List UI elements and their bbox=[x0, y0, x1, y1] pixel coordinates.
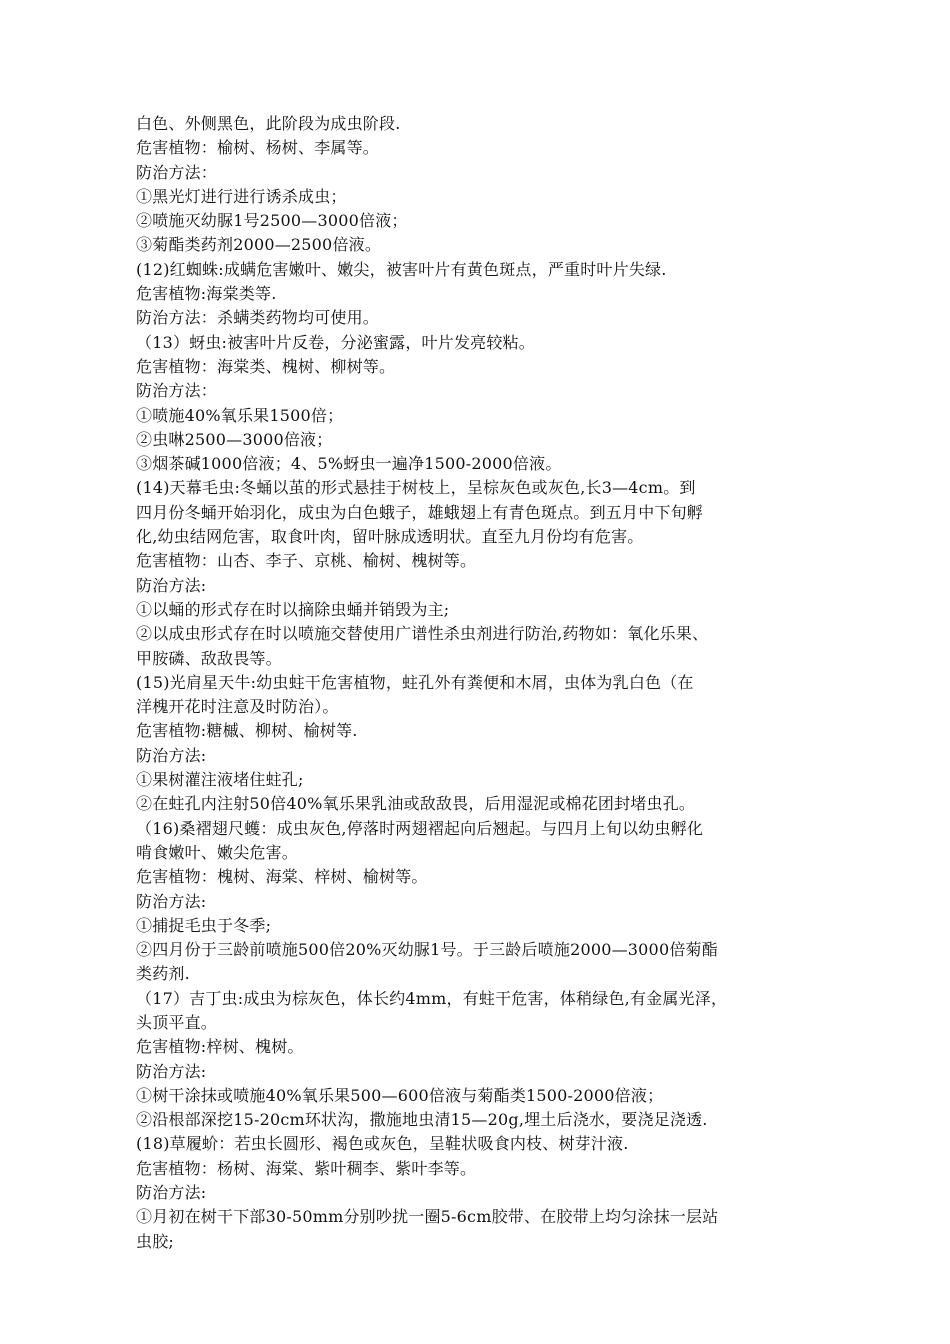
text-line: (12)红蜘蛛:成螨危害嫩叶、嫩尖，被害叶片有黄色斑点，严重时叶片失绿. bbox=[136, 259, 667, 279]
text-line: ③菊酯类药剂2000—2500倍液。 bbox=[136, 235, 382, 255]
text-line: (18)草履蚧：若虫长圆形、褐色或灰色，呈鞋状吸食内枝、树芽汁液. bbox=[136, 1134, 629, 1154]
text-line: ①月初在树干下部30-50mm分别吵扰一圈5-6cm胶带、在胶带上均匀涂抹一层站 bbox=[136, 1207, 719, 1227]
text-line: ①捕捉毛虫于冬季; bbox=[136, 915, 272, 935]
text-line: ①果树灌注液堵住蛀孔; bbox=[136, 770, 304, 790]
text-line: 危害植物：海棠类、槐树、柳树等。 bbox=[136, 356, 396, 376]
text-line: 防治方法： bbox=[136, 381, 218, 401]
text-line: 危害植物:梓树、槐树。 bbox=[136, 1037, 304, 1057]
text-line: 白色、外侧黑色，此阶段为成虫阶段. bbox=[136, 114, 401, 133]
text-line: 虫胶; bbox=[136, 1231, 174, 1251]
text-line: 防治方法：杀螨类药物均可使用。 bbox=[136, 308, 380, 328]
text-line: ②虫啉2500—3000倍液； bbox=[136, 429, 333, 449]
text-line: 危害植物:海棠类等. bbox=[136, 284, 277, 304]
text-line: ③烟茶碱1000倍液；4、5%蚜虫一遍净1500-2000倍液。 bbox=[136, 454, 562, 474]
text-line: 化,幼虫结网危害，取食叶肉，留叶脉成透明状。直至九月份均有危害。 bbox=[136, 527, 644, 547]
text-line: ②以成虫形式存在时以喷施交替使用广谱性杀虫剂进行防治,药物如：氧化乐果、 bbox=[136, 624, 709, 644]
text-line: （13）蚜虫:被害叶片反卷，分泌蜜露，叶片发亮较粘。 bbox=[136, 332, 535, 352]
document-body bbox=[136, 112, 836, 1254]
text-line: ①喷施40%氧乐果1500倍； bbox=[136, 405, 344, 425]
text-line: ①树干涂抹或喷施40%氧乐果500—600倍液与菊酯类1500-2000倍液； bbox=[136, 1085, 664, 1105]
text-line: 甲胺磷、敌敌畏等。 bbox=[136, 648, 282, 668]
text-line: （17）吉丁虫:成虫为棕灰色，体长约4mm，有蛀干危害，体稍绿色,有金属光泽， bbox=[136, 988, 728, 1008]
text-line: ②沿根部深挖15-20cm环状沟，撒施地虫清15—20g,埋土后浇水，要浇足浇透. bbox=[136, 1110, 708, 1130]
text-line: 危害植物：榆树、杨树、李属等。 bbox=[136, 138, 380, 158]
text-line: 防治方法： bbox=[136, 162, 218, 182]
text-line: ②四月份于三龄前喷施500倍20%灭幼脲1号。于三龄后喷施2000—3000倍菊酯 bbox=[136, 940, 718, 960]
text-line: 防治方法: bbox=[136, 575, 207, 595]
text-line: (15)光肩星天牛:幼虫蛀干危害植物，蛀孔外有粪便和木屑，虫体为乳白色（在 bbox=[136, 672, 694, 692]
text-line: 类药剂. bbox=[136, 964, 190, 984]
text-line: 危害植物:糖槭、柳树、榆树等. bbox=[136, 721, 358, 741]
text-line: （16)桑褶翅尺蠖：成虫灰色,停落时两翅褶起向后翘起。与四月上旬以幼虫孵化 bbox=[136, 818, 704, 838]
text-line: 啃食嫩叶、嫩尖危害。 bbox=[136, 842, 299, 862]
text-line: 危害植物：槐树、海棠、梓树、榆树等。 bbox=[136, 867, 428, 887]
text-line: 危害植物：山杏、李子、京桃、榆树、槐树等。 bbox=[136, 551, 477, 571]
text-line: ②在蛀孔内注射50倍40%氧乐果乳油或敌敌畏，后用湿泥或棉花团封堵虫孔。 bbox=[136, 794, 696, 814]
text-line: ①以蛹的形式存在时以摘除虫蛹并销毁为主; bbox=[136, 599, 450, 619]
text-line: ②喷施灭幼脲1号2500—3000倍液； bbox=[136, 211, 408, 231]
text-line: 防治方法: bbox=[136, 745, 207, 765]
text-line: 四月份冬蛹开始羽化，成虫为白色蛾子，雄蛾翅上有青色斑点。到五月中下旬孵 bbox=[136, 502, 704, 522]
text-line: ①黑光灯进行进行诱杀成虫； bbox=[136, 186, 347, 206]
text-line: 防治方法: bbox=[136, 1183, 207, 1203]
text-line: (14)天幕毛虫:冬蛹以茧的形式悬挂于树枝上，呈棕灰色或灰色,长3—4cm。到 bbox=[136, 478, 696, 498]
text-line: 头顶平直。 bbox=[136, 1012, 218, 1032]
text-line: 危害植物：杨树、海棠、紫叶稠李、紫叶李等。 bbox=[136, 1158, 477, 1178]
text-line: 洋槐开花时注意及时防治）。 bbox=[136, 697, 339, 717]
text-line: 防治方法: bbox=[136, 1061, 207, 1081]
text-line: 防治方法: bbox=[136, 891, 207, 911]
